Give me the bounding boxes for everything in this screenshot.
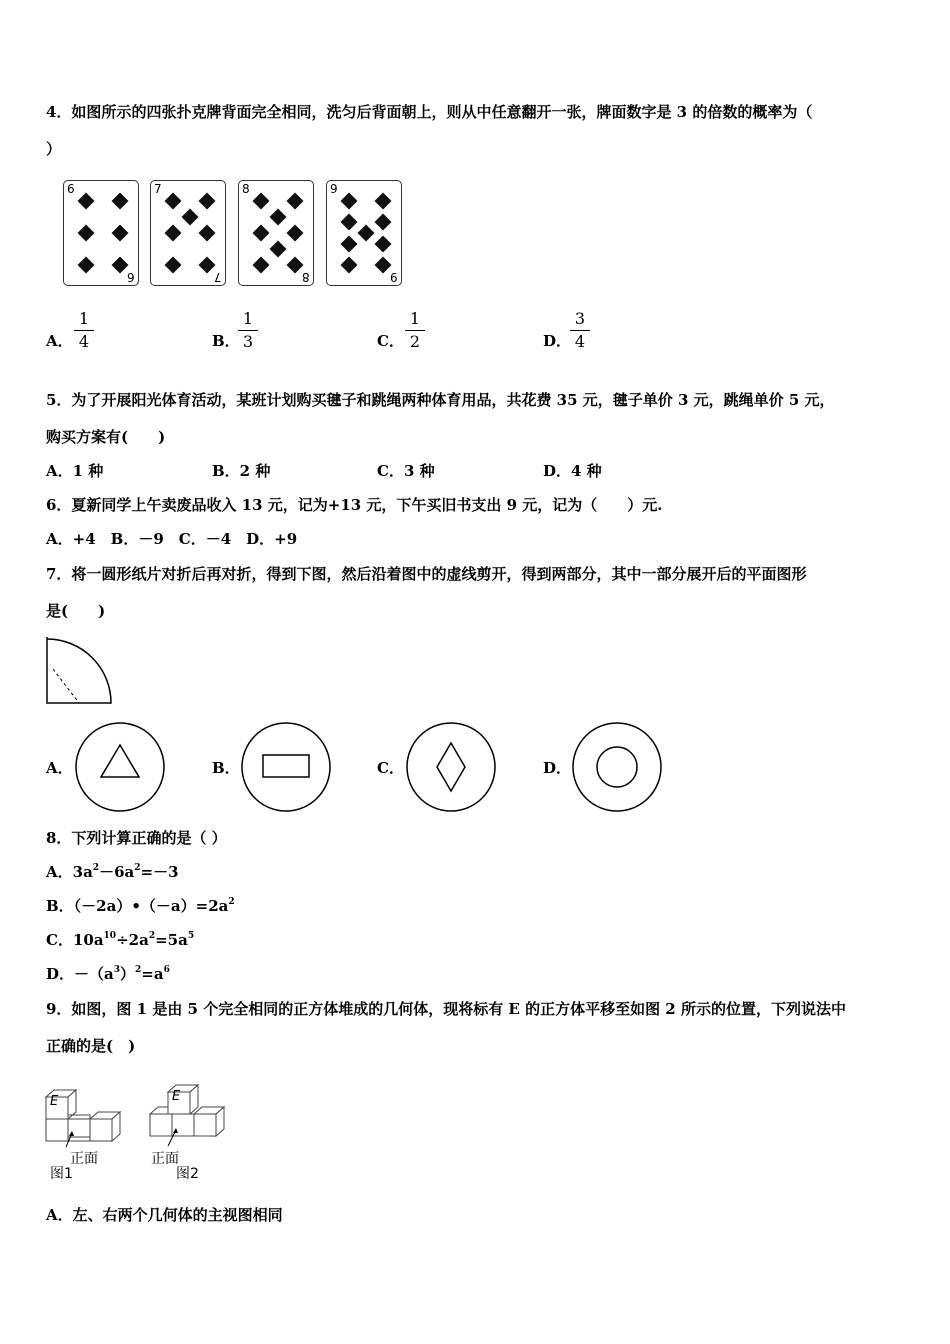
diamond-pip-icon xyxy=(165,257,182,274)
diamond-pip-icon xyxy=(270,209,287,226)
q7-option-b-label: B． xyxy=(212,759,240,777)
diamond-pip-icon xyxy=(165,193,182,210)
q4-stem-line1: 4．如图所示的四张扑克牌背面完全相同，洗匀后背面朝上，则从中任意翻开一张，牌面数字是 3 的倍数的概率为（ xyxy=(46,103,813,121)
diamond-pip-icon xyxy=(341,236,358,253)
q9-stem-line1: 9．如图，图 1 是由 5 个完全相同的正方体堆成的几何体，现将标有 E 的正方体平移至如图 2 所示的位置，下列说法中 xyxy=(46,1000,846,1018)
card-7 xyxy=(150,180,226,286)
diamond-pip-icon xyxy=(112,257,129,274)
diamond-pip-icon xyxy=(253,193,270,210)
diamond-pip-icon xyxy=(375,236,392,253)
denominator: 4 xyxy=(78,332,90,351)
denominator: 3 xyxy=(242,332,254,351)
card-8 xyxy=(238,180,314,286)
q4-option-c-label: C． xyxy=(377,332,404,350)
diamond-pip-icon xyxy=(112,225,129,242)
q9-stem-line2: 正确的是( ) xyxy=(46,1037,136,1055)
q8-option-c: C．$10a^{10}\div 2a^2=5a^5$ xyxy=(46,931,195,949)
card-7-number-bottom: 7 xyxy=(214,270,222,284)
diamond-pip-icon xyxy=(287,225,304,242)
q5-option-b: B．2 种 xyxy=(212,462,271,480)
q4-option-b-fraction xyxy=(238,309,258,352)
diamond-pip-icon xyxy=(358,225,375,242)
card-9-number-bottom: 9 xyxy=(390,270,398,284)
q8-stem: 8．下列计算正确的是（ ） xyxy=(46,829,227,847)
card-8-number-bottom: 8 xyxy=(302,270,310,284)
q4-option-a-fraction xyxy=(74,309,94,352)
q5-stem-line2: 购买方案有( ) xyxy=(46,428,166,446)
q5-option-c: C．3 种 xyxy=(377,462,435,480)
q7-option-a-figure xyxy=(74,721,166,813)
diamond-pip-icon xyxy=(253,257,270,274)
q7-stem-line1: 7．将一圆形纸片对折后再对折，得到下图，然后沿着图中的虚线剪开，得到两部分，其中一部分展开后的平面图形 xyxy=(46,565,807,583)
diamond-pip-icon xyxy=(199,193,216,210)
numerator: 1 xyxy=(242,309,254,328)
card-7-number: 7 xyxy=(154,182,162,196)
diamond-pip-icon xyxy=(341,257,358,274)
diamond-pip-icon xyxy=(270,241,287,258)
q7-option-c-figure xyxy=(405,721,497,813)
q4-option-d-fraction xyxy=(570,309,590,352)
q6-options: A．+4 B．－9 C．－4 D．+9 xyxy=(46,530,298,548)
diamond-pip-icon xyxy=(341,193,358,210)
card-9 xyxy=(326,180,402,286)
q7-option-d-figure xyxy=(571,721,663,813)
diamond-pip-icon xyxy=(341,214,358,231)
q9-fig1-front-label: 正面 xyxy=(70,1151,98,1167)
diamond-pip-icon xyxy=(253,225,270,242)
q9-figure2-cubes xyxy=(148,1080,228,1150)
diamond-pip-icon xyxy=(287,257,304,274)
card-9-number: 9 xyxy=(330,182,338,196)
diamond-pip-icon xyxy=(165,225,182,242)
q7-option-c-label: C． xyxy=(377,759,404,777)
diamond-pip-icon xyxy=(375,214,392,231)
numerator: 3 xyxy=(574,309,586,328)
triangle-shape xyxy=(101,745,139,777)
denominator: 2 xyxy=(409,332,421,351)
q4-option-a-label: A． xyxy=(46,332,73,350)
q8-option-b: B．$(-2a)•(-a)=2a^2$ xyxy=(46,897,235,915)
q4-option-d-label: D． xyxy=(543,332,572,350)
q4-option-c-fraction xyxy=(405,309,425,352)
diamond-pip-icon xyxy=(78,257,95,274)
q7-option-d-label: D． xyxy=(543,759,572,777)
diamond-pip-icon xyxy=(182,209,199,226)
q4-stem-line2: ） xyxy=(46,140,62,158)
card-6-number: 6 xyxy=(67,182,75,196)
inner-circle-shape xyxy=(597,747,637,787)
q9-fig2-e-label: E xyxy=(172,1089,181,1104)
card-6 xyxy=(63,180,139,286)
q7-option-b-figure xyxy=(240,721,332,813)
q9-option-a: A．左、右两个几何体的主视图相同 xyxy=(46,1206,283,1224)
q7-stem-line2: 是( ) xyxy=(46,602,106,620)
q9-fig2-front-label: 正面 xyxy=(151,1151,179,1167)
q6-stem: 6．夏新同学上午卖废品收入 13 元，记为+13 元，下午买旧书支出 9 元，记为（ ）元. xyxy=(46,496,663,514)
diamond-pip-icon xyxy=(78,225,95,242)
diamond-pip-icon xyxy=(199,225,216,242)
q8-option-a: A．$3a^2-6a^2=-3$ xyxy=(46,863,179,881)
card-6-number-bottom: 6 xyxy=(127,270,135,284)
diamond-pip-icon xyxy=(199,257,216,274)
q5-option-d: D．4 种 xyxy=(543,462,602,480)
q7-option-a-label: A． xyxy=(46,759,73,777)
q9-fig1-caption: 图1 xyxy=(50,1166,73,1182)
rectangle-shape xyxy=(263,755,309,777)
q5-option-a: A．1 种 xyxy=(46,462,104,480)
folded-paper-quarter-figure xyxy=(45,635,115,707)
diamond-pip-icon xyxy=(78,193,95,210)
q9-fig1-e-label: E xyxy=(50,1094,59,1109)
denominator: 4 xyxy=(574,332,586,351)
q8-option-d: D．$-(a^3)^2=a^6$ xyxy=(46,965,170,983)
diamond-pip-icon xyxy=(112,193,129,210)
diamond-pip-icon xyxy=(287,193,304,210)
rhombus-shape xyxy=(437,743,465,791)
q4-option-b-label: B． xyxy=(212,332,240,350)
q5-stem-line1: 5．为了开展阳光体育活动，某班计划购买毽子和跳绳两种体育用品，共花费 35 元，毽子单价 3 元，跳绳单价 5 元， xyxy=(46,391,835,409)
diamond-pip-icon xyxy=(375,257,392,274)
q9-fig2-caption: 图2 xyxy=(176,1166,199,1182)
card-8-number: 8 xyxy=(242,182,250,196)
diamond-pip-icon xyxy=(375,193,392,210)
numerator: 1 xyxy=(409,309,421,328)
numerator: 1 xyxy=(78,309,90,328)
